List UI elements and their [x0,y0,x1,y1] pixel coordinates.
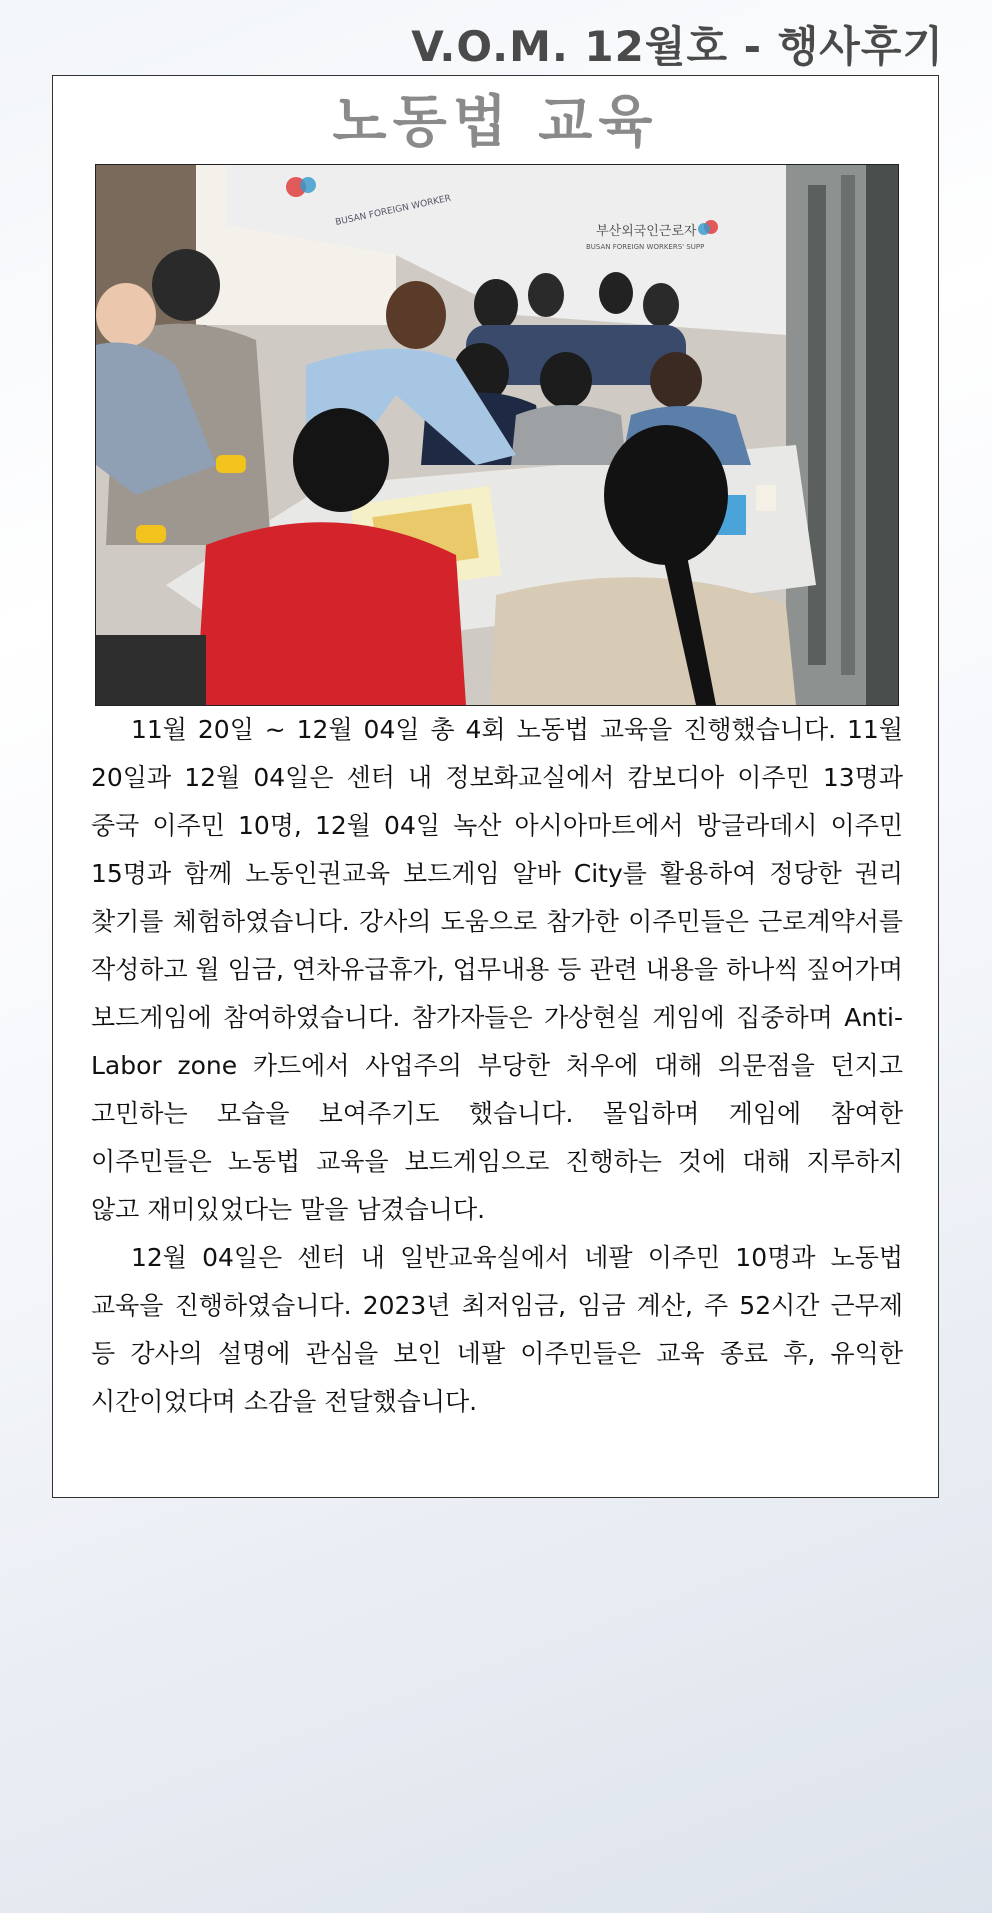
article-card [52,75,939,1498]
article-title: 노동법 교육 [332,90,659,155]
article-body [91,706,903,1426]
banner-subtext: BUSAN FOREIGN WORKERS' SUPP [586,243,705,251]
banner-side-text: BUSAN FOREIGN WORKER [334,193,452,228]
banner-text: 부산외국인근로자 [596,224,697,239]
article-paragraph: 12월 04일은 센터 내 일반교육실에서 네팔 이주민 10명과 노동법 교육을 진행하였습니다. 2023년 최저임금, 임금 계산, 주 52시간 근무제 등 강사의 설명에 관심을 보인 네팔 이주민들은 교육 종료 후, 유익한 시간이었다며 소감을 전달했습니다. [91,1243,903,1416]
article-paragraph: 11월 20일 ~ 12월 04일 총 4회 노동법 교육을 진행했습니다. 11월 20일과 12월 04일은 센터 내 정보화교실에서 캄보디아 이주민 13명과 중국 이주민 10명, 12월 04일 녹산 아시아마트에서 방글라데시 이주민 15명과 함께 노동인권교육 보드게임 알바 City를 활용하여 정당한 권리 찾기를 체험하였습니다. 강사의 도움으로 참가한 이주민들은 근로계약서를 작성하고 월 임금, 연차유급휴가, 업무내용 등 관련 내용을 하나씩 짚어가며 보드게임에 참여하였습니다. 참가자들은 가상현실 게임에 집중하며 Anti-Labor zone 카드에서 사업주의 부당한 처우에 대해 의문점을 던지고 고민하는 모습을 보여주기도 했습니다. 몰입하며 게임에 참여한 이주민들은 노동법 교육을 보드게임으로 진행하는 것에 대해 지루하지 않고 재미있었다는 말을 남겼습니다. [91,715,903,1224]
newsletter-header-title: V.O.M. 12월호 - 행사후기 [411,22,944,71]
event-photo [95,164,899,706]
